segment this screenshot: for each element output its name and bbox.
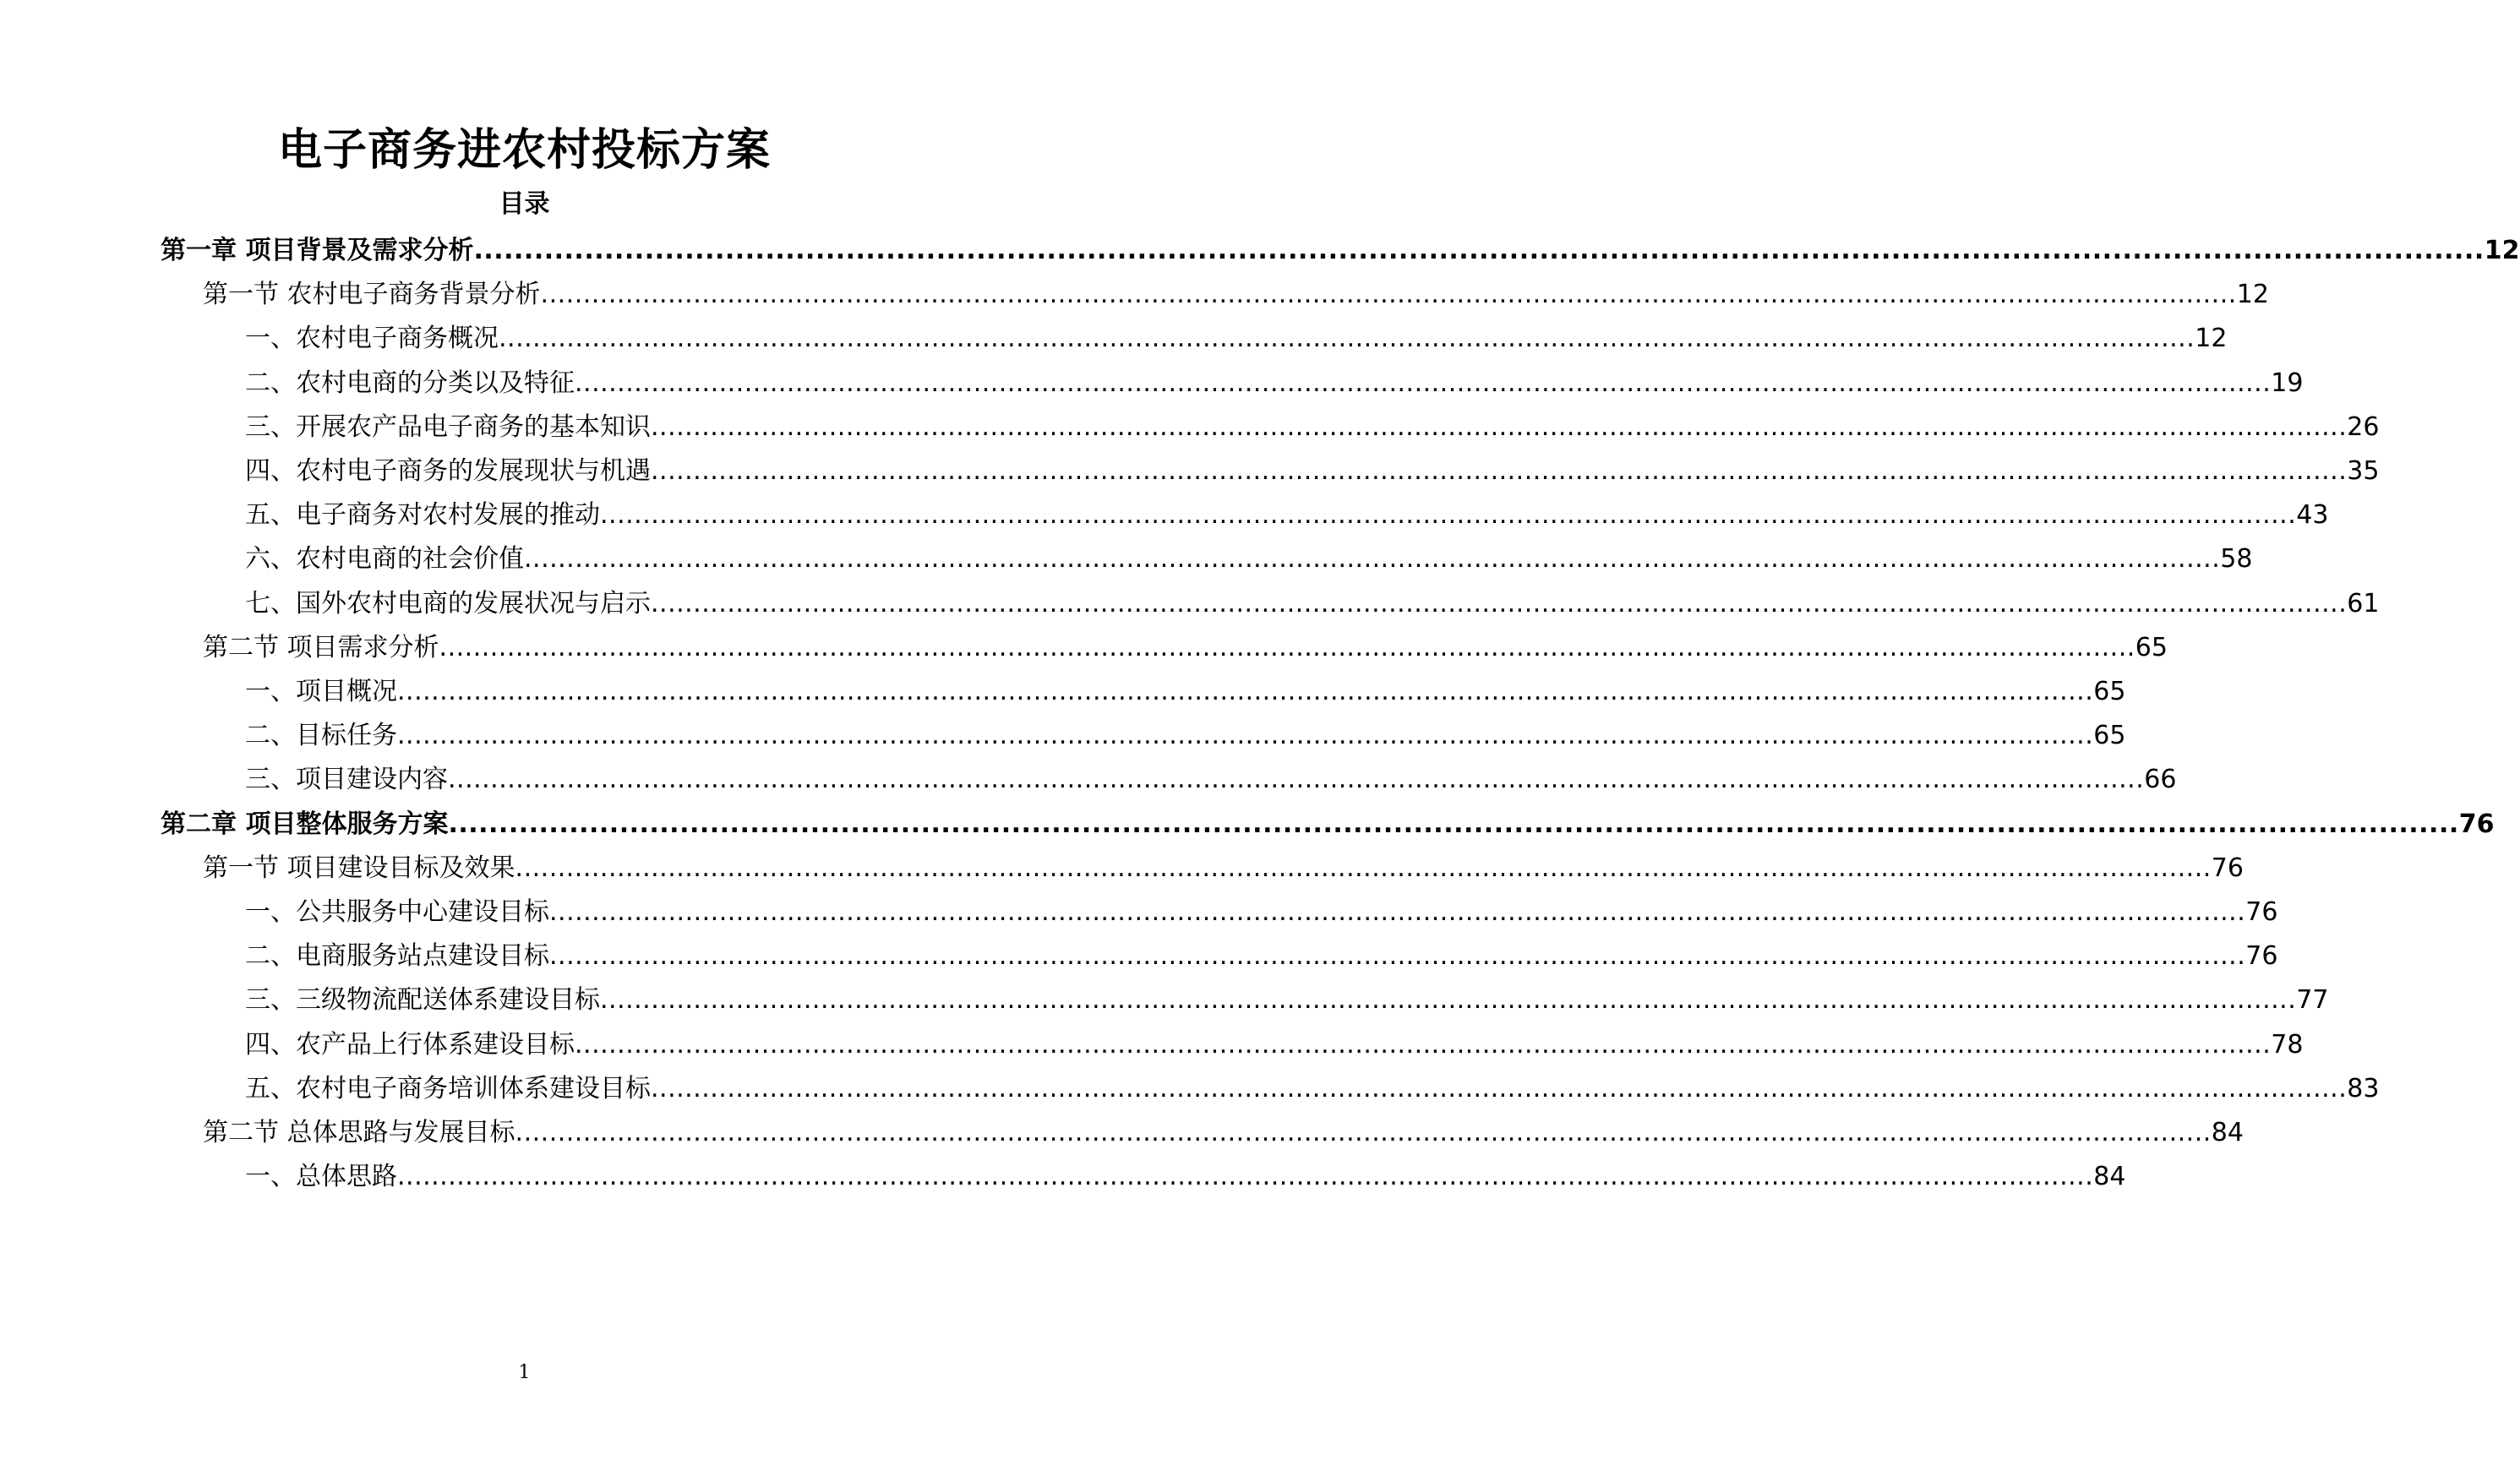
toc-page-number: 12 — [2195, 324, 2228, 354]
toc-entry-text: 五、电子商务对农村发展的推动 — [245, 500, 600, 531]
toc-entry[interactable] — [245, 1024, 2304, 1066]
toc-entry[interactable] — [203, 274, 2269, 316]
toc-dot-leader: ........................................................................................................................................................................................................ — [439, 632, 2135, 662]
toc-entry-text: 二、农村电商的分类以及特征 — [245, 368, 575, 398]
toc-page-number: 84 — [2211, 1118, 2244, 1147]
toc-dot-leader: ........................................................................................................................................................................................................ — [651, 588, 2348, 618]
toc-entry-text: 一、项目概况 — [245, 677, 397, 706]
toc-page-number: 43 — [2296, 500, 2329, 531]
toc-page-number: 35 — [2347, 456, 2380, 486]
toc-page-number: 76 — [2245, 897, 2278, 927]
toc-dot-leader: ........................................................................................................................................................................................................ — [651, 456, 2348, 486]
toc-dot-leader: ........................................................................................................................................................................................................ — [575, 1029, 2272, 1060]
toc-entry[interactable] — [245, 1156, 2126, 1198]
toc-entry[interactable] — [245, 759, 2177, 801]
toc-dot-leader: ........................................................................................................................................................................................................ — [397, 677, 2094, 706]
toc-entry-text: 第一节 项目建设目标及效果 — [203, 853, 515, 883]
toc-entry[interactable] — [245, 318, 2228, 360]
toc-entry-text: 第二节 项目需求分析 — [203, 632, 439, 662]
toc-entry[interactable] — [245, 583, 2380, 625]
toc-entry[interactable] — [161, 804, 2495, 846]
toc-page-number: 12 — [2236, 280, 2269, 310]
toc-dot-leader: ........................................................................................................................................................................................................ — [397, 1162, 2094, 1192]
toc-dot-leader: ........................................................................................................................................................................................................ — [524, 544, 2221, 575]
toc-dot-leader: ........................................................................................................................................................................................................ — [499, 324, 2195, 354]
toc-dot-leader: ........................................................................................................................................................................................................ — [600, 500, 2297, 531]
toc-page-number: 78 — [2271, 1029, 2304, 1060]
toc-dot-leader: ........................................................................................................................................................................................................ — [540, 280, 2237, 310]
toc-entry-text: 一、公共服务中心建设目标 — [245, 897, 549, 927]
toc-entry[interactable] — [245, 450, 2380, 493]
toc-entry[interactable] — [203, 847, 2244, 890]
toc-heading: 目录 — [499, 189, 550, 219]
toc-entry-text: 七、国外农村电商的发展状况与启示 — [245, 588, 651, 618]
toc-entry-text: 一、农村电子商务概况 — [245, 324, 499, 354]
toc-page-number: 19 — [2271, 368, 2304, 398]
toc-entry[interactable] — [245, 406, 2380, 449]
toc-entry-text: 四、农村电子商务的发展现状与机遇 — [245, 456, 651, 486]
toc-entry-text: 三、项目建设内容 — [245, 765, 448, 795]
toc-page-number: 61 — [2347, 588, 2380, 618]
toc-entry-text: 三、三级物流配送体系建设目标 — [245, 985, 600, 1016]
toc-dot-leader: ........................................................................................................................................................................................................ — [515, 1118, 2212, 1147]
toc-page-number: 76 — [2458, 809, 2495, 839]
toc-dot-leader: ........................................................................................................................................................................................................ — [600, 985, 2297, 1016]
toc-entry[interactable] — [245, 538, 2253, 580]
toc-entry[interactable] — [245, 979, 2329, 1022]
document-title: 电子商务进农村投标方案 — [277, 125, 771, 176]
toc-entry-text: 四、农产品上行体系建设目标 — [245, 1029, 575, 1060]
toc-entry[interactable] — [245, 671, 2126, 713]
toc-page-number: 26 — [2347, 411, 2380, 442]
toc-dot-leader: ........................................................................................................................................................................................................ — [397, 721, 2094, 751]
toc-entry-text: 六、农村电商的社会价值 — [245, 544, 524, 575]
toc-entry[interactable] — [245, 362, 2304, 405]
toc-entry-text: 第一节 农村电子商务背景分析 — [203, 280, 541, 310]
toc-dot-leader: ........................................................................................................................................................................................................ — [473, 236, 2485, 265]
toc-entry[interactable] — [245, 891, 2278, 934]
toc-entry-text: 第一章 项目背景及需求分析 — [161, 236, 474, 265]
toc-entry-text: 二、电商服务站点建设目标 — [245, 941, 549, 972]
toc-page-number: 83 — [2347, 1073, 2380, 1103]
toc-dot-leader: ........................................................................................................................................................................................................ — [575, 368, 2272, 398]
toc-entry-text: 三、开展农产品电子商务的基本知识 — [245, 411, 651, 442]
toc-entry-text: 第二节 总体思路与发展目标 — [203, 1118, 515, 1147]
toc-dot-leader: ........................................................................................................................................................................................................ — [549, 941, 2246, 972]
toc-entry[interactable] — [245, 1068, 2380, 1110]
toc-entry[interactable] — [245, 935, 2278, 978]
toc-entry[interactable] — [203, 627, 2168, 669]
toc-page-number: 65 — [2093, 677, 2126, 706]
toc-page-number: 12 — [2484, 236, 2520, 265]
toc-dot-leader: ........................................................................................................................................................................................................ — [448, 765, 2145, 795]
toc-entry-text: 二、目标任务 — [245, 721, 397, 751]
toc-dot-leader: ........................................................................................................................................................................................................ — [515, 853, 2212, 883]
toc-entry-text: 第二章 项目整体服务方案 — [161, 809, 449, 839]
toc-dot-leader: ........................................................................................................................................................................................................ — [448, 809, 2459, 839]
page-number: 1 — [518, 1362, 531, 1383]
toc-page-number: 65 — [2135, 632, 2168, 662]
toc-page-number: 76 — [2245, 941, 2278, 972]
toc-entry[interactable] — [245, 494, 2329, 537]
toc-page-number: 58 — [2220, 544, 2253, 575]
toc-dot-leader: ........................................................................................................................................................................................................ — [651, 1073, 2348, 1103]
toc-page-number: 65 — [2093, 721, 2126, 751]
toc-page-number: 66 — [2144, 765, 2177, 795]
toc-entry[interactable] — [245, 715, 2126, 757]
toc-page-number: 76 — [2211, 853, 2244, 883]
toc-page-number: 84 — [2093, 1162, 2126, 1192]
toc-dot-leader: ........................................................................................................................................................................................................ — [651, 411, 2348, 442]
toc-entry[interactable] — [161, 230, 2520, 272]
toc-dot-leader: ........................................................................................................................................................................................................ — [549, 897, 2246, 927]
toc-entry-text: 五、农村电子商务培训体系建设目标 — [245, 1073, 651, 1103]
toc-entry-text: 一、总体思路 — [245, 1162, 397, 1192]
toc-page-number: 77 — [2296, 985, 2329, 1016]
toc-entry[interactable] — [203, 1112, 2244, 1154]
